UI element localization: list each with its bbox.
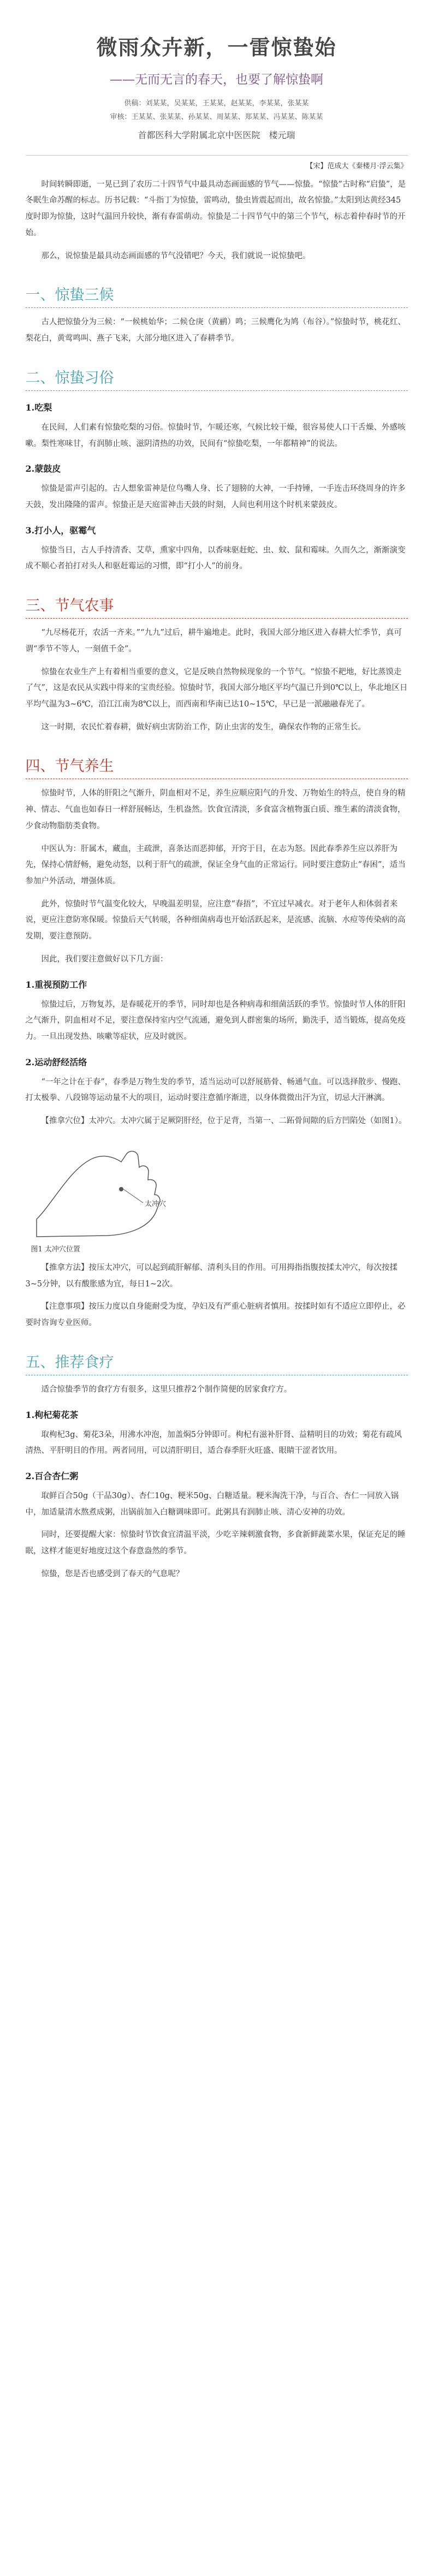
subsection-heading: 1.枸杞菊花茶 <box>25 1409 79 1420</box>
section-heading: 一、惊蛰三候 <box>26 283 408 308</box>
intro-paragraph: 那么，说惊蛰是最具动态画面感的节气没错吧？今天，我们就说一说惊蛰吧。 <box>41 251 311 260</box>
body-paragraph: “一年之计在于春”，春季是万物生发的季节，适当运动可以舒展筋骨、畅通气血。可以选择散步、慢跑、打太极拳、八段锦等运动量不大的项目，运动时要注意循序渐进，以身体微微出汗为宜，切忌大汗淋漓。 <box>25 1077 406 1103</box>
foot-illustration <box>31 1137 184 1241</box>
body-paragraph: “九尽杨花开，农活一齐来。”“九九”过后，耕牛遍地走。此时，我国大部分地区进入春耕大忙季节，真可谓“季节不等人，一刻值千金”。 <box>25 628 402 654</box>
article-body <box>26 177 408 1583</box>
body-paragraph: 同时，还要提醒大家：惊蛰时节饮食宜清温平淡，少吃辛辣刺激食物，多食新鲜蔬菜水果，保证充足的睡眠，这样才能更好地度过这个春意盎然的季节。 <box>25 1530 406 1556</box>
body-paragraph: 此外，惊蛰时节气温变化较大，早晚温差明显，应注意“春捂”，不宜过早减衣。对于老年人和体弱者来说，更应注意防寒保暖。惊蛰后天气转暖，各种细菌病毒也开始活跃起来，是流感、流脑、水痘等传染病的高发期，要注意预防。 <box>25 899 406 941</box>
body-paragraph: 【推拿方法】按压太冲穴，可以起到疏肝解郁、清利头目的作用。可用拇指指腹按揉太冲穴，每次按揉3~5分钟，以有酸胀感为宜，每日1~2次。 <box>25 1263 398 1289</box>
body-paragraph: 取枸杞3g、菊花3朵，用沸水冲泡，加盖焖5分钟即可。枸杞有滋补肝肾、益精明目的功效；菊花有疏风清热、平肝明目的作用。两者同用，可以清肝明目，适合春季肝火旺盛、眼睛干涩者饮用。 <box>25 1430 402 1456</box>
section-heading: 三、节气农事 <box>26 593 408 619</box>
meta-line: 供稿：刘某某，吴某某，王某某，赵某某，李某某，张某某 <box>124 99 309 108</box>
body-paragraph: 惊蛰时节，人体的肝阳之气渐升，阴血相对不足，养生应顺应阳气的升发、万物始生的特点，使自身的精神、情志、气血也如春日一样舒展畅达，生机盎然。饮食宜清淡，多食富含植物蛋白质、维生素的清淡食物，少食动物脂肪类食物。 <box>25 789 406 830</box>
subsection-heading: 2.百合杏仁粥 <box>25 1470 79 1481</box>
body-paragraph: 在民间，人们素有惊蛰吃梨的习俗。惊蛰时节，乍暖还寒，气候比较干燥，很容易使人口干舌燥、外感咳嗽。梨性寒味甘，有润肺止咳、滋阴清热的功效，民间有“惊蛰吃梨，一年都精神”的说法。 <box>25 423 406 448</box>
article-subtitle: ——无而无言的春天，也要了解惊蛰啊 <box>110 73 323 87</box>
body-paragraph: 中医认为：肝属木，藏血，主疏泄，喜条达而恶抑郁，开窍于目，在志为怒。因此春季养生应以养肝为先，保持心情舒畅，避免动怒，以利于肝气的疏泄，保证全身气血的正常运行。同时要注意防止“春困”，适当参加户外活动，增强体质。 <box>25 844 406 886</box>
acupoint-label: 太冲穴 <box>144 1200 166 1208</box>
body-paragraph: 惊蛰当日，古人手持清香、艾草，熏家中四角，以香味驱赶蛇、虫、蚊、鼠和霉味。久而久之，渐渐演变成不顺心者拍打对头人和驱赶霉运的习惯，即“打小人”的前身。 <box>25 545 406 571</box>
section-heading: 四、节气养生 <box>26 754 408 779</box>
body-paragraph: 惊蛰是雷声引起的。古人想象雷神是位鸟嘴人身、长了翅膀的大神，一手持锤，一手连击环绕周身的许多天鼓，发出隆隆的雷声。惊蛰正是天庭雷神击天鼓的时刻，人间也利用这个时机来蒙鼓皮。 <box>25 484 406 509</box>
author-line: 首都医科大学附属北京中医医院 楼元瑞 <box>138 130 295 141</box>
subsection-heading: 3.打小人，驱霉气 <box>25 525 96 536</box>
header-divider <box>26 155 408 156</box>
sections-container <box>26 283 408 1582</box>
article-header <box>0 0 433 144</box>
subsection-heading: 2.蒙鼓皮 <box>25 464 61 474</box>
section-heading: 五、推荐食疗 <box>26 1350 408 1375</box>
body-paragraph: 这一时期，农民忙着春耕，做好病虫害防治工作，防止虫害的发生，确保农作物的正常生长。 <box>41 722 366 732</box>
body-paragraph: 惊蛰，您是否也感受到了春天的气息呢？ <box>41 1569 184 1578</box>
subsection-heading: 2.运动舒经活络 <box>25 1056 87 1067</box>
subsection-heading: 1.吃梨 <box>25 402 52 413</box>
article-meta <box>0 97 433 144</box>
foot-acupoint-figure <box>31 1137 184 1241</box>
poem-source: 【宋】范成大《秦楼月·浮云集》 <box>306 162 408 170</box>
body-paragraph: 古人把惊蛰分为三候：“一候桃始华；二候仓庚（黄鹂）鸣；三候鹰化为鸠（布谷）。”惊蛰时节，桃花红、梨花白，黄莺鸣叫、燕子飞来，大部分地区进入了春耕季节。 <box>25 318 406 343</box>
figure-caption: 图1 太冲穴位置 <box>31 1245 80 1254</box>
section-heading: 二、惊蛰习俗 <box>26 366 408 391</box>
body-paragraph: 惊蛰在农业生产上有着相当重要的意义，它是反映自然物候现象的一个节气。“惊蛰不耙地，好比蒸馍走了气”，这是农民从实践中得来的宝贵经验。惊蛰时节，我国大部分地区平均气温已升到0℃以上，华北地区日平均气温为3~6℃，沿江江南为8℃以上，而西南和华南已达10~15℃，早已是一派融融春光了。 <box>25 667 408 709</box>
body-paragraph: 【注意事项】按压力度以自身能耐受为度，孕妇及有严重心脏病者慎用。按揉时如有不适应立即停止，必要时咨询专业医师。 <box>25 1302 406 1328</box>
subsection-heading: 1.重视预防工作 <box>25 979 87 990</box>
body-paragraph: 取鲜百合50g（干品30g）、杏仁10g、粳米50g、白糖适量。粳米淘洗干净，与百合、杏仁一同放入锅中，加适量清水熬煮成粥，出锅前加入白糖调味即可。此粥具有润肺止咳、清心安神的功效。 <box>25 1491 399 1517</box>
article-title: 微雨众卉新，一雷惊蛰始 <box>96 35 337 60</box>
meta-line: 审核：王某某、张某某、孙某某、周某某、郑某某、冯某某、陈某某 <box>110 112 323 121</box>
intro-paragraph: 时间转瞬即逝，一晃已到了农历二十四节气中最具动态画面感的节气——惊蛰。“惊蛰”古时称“启蛰”，是冬眠生命苏醒的标志。历书记载：“斗指丁为惊蛰，雷鸣动，蛰虫皆震起而出，故名惊蛰。”太阳到达黄经345度时即为惊蛰，这时气温回升较快，渐有春雷萌动。惊蛰是二十四节气中的第三个节气，标志着仲春时节的开始。 <box>25 180 406 238</box>
body-paragraph: 适合惊蛰季节的食疗方有很多，这里只推荐2个制作简便的居家食疗方。 <box>41 1385 292 1394</box>
body-paragraph: 【推拿穴位】太冲穴。太冲穴属于足厥阴肝经，位于足背，当第一、二跖骨间隙的后方凹陷处（如图1）。 <box>41 1117 407 1126</box>
body-paragraph: 惊蛰过后，万物复苏，是春暖花开的季节，同时却也是各种病毒和细菌活跃的季节。惊蛰时节人体的肝阳之气渐升，阴血相对不足，要注意保持室内空气流通，避免到人群密集的场所，勤洗手，适当锻炼，提高免疫力。一旦出现发热、咳嗽等症状，应及时就医。 <box>25 1000 406 1042</box>
body-paragraph: 因此，我们要注意做好以下几方面： <box>41 954 168 964</box>
